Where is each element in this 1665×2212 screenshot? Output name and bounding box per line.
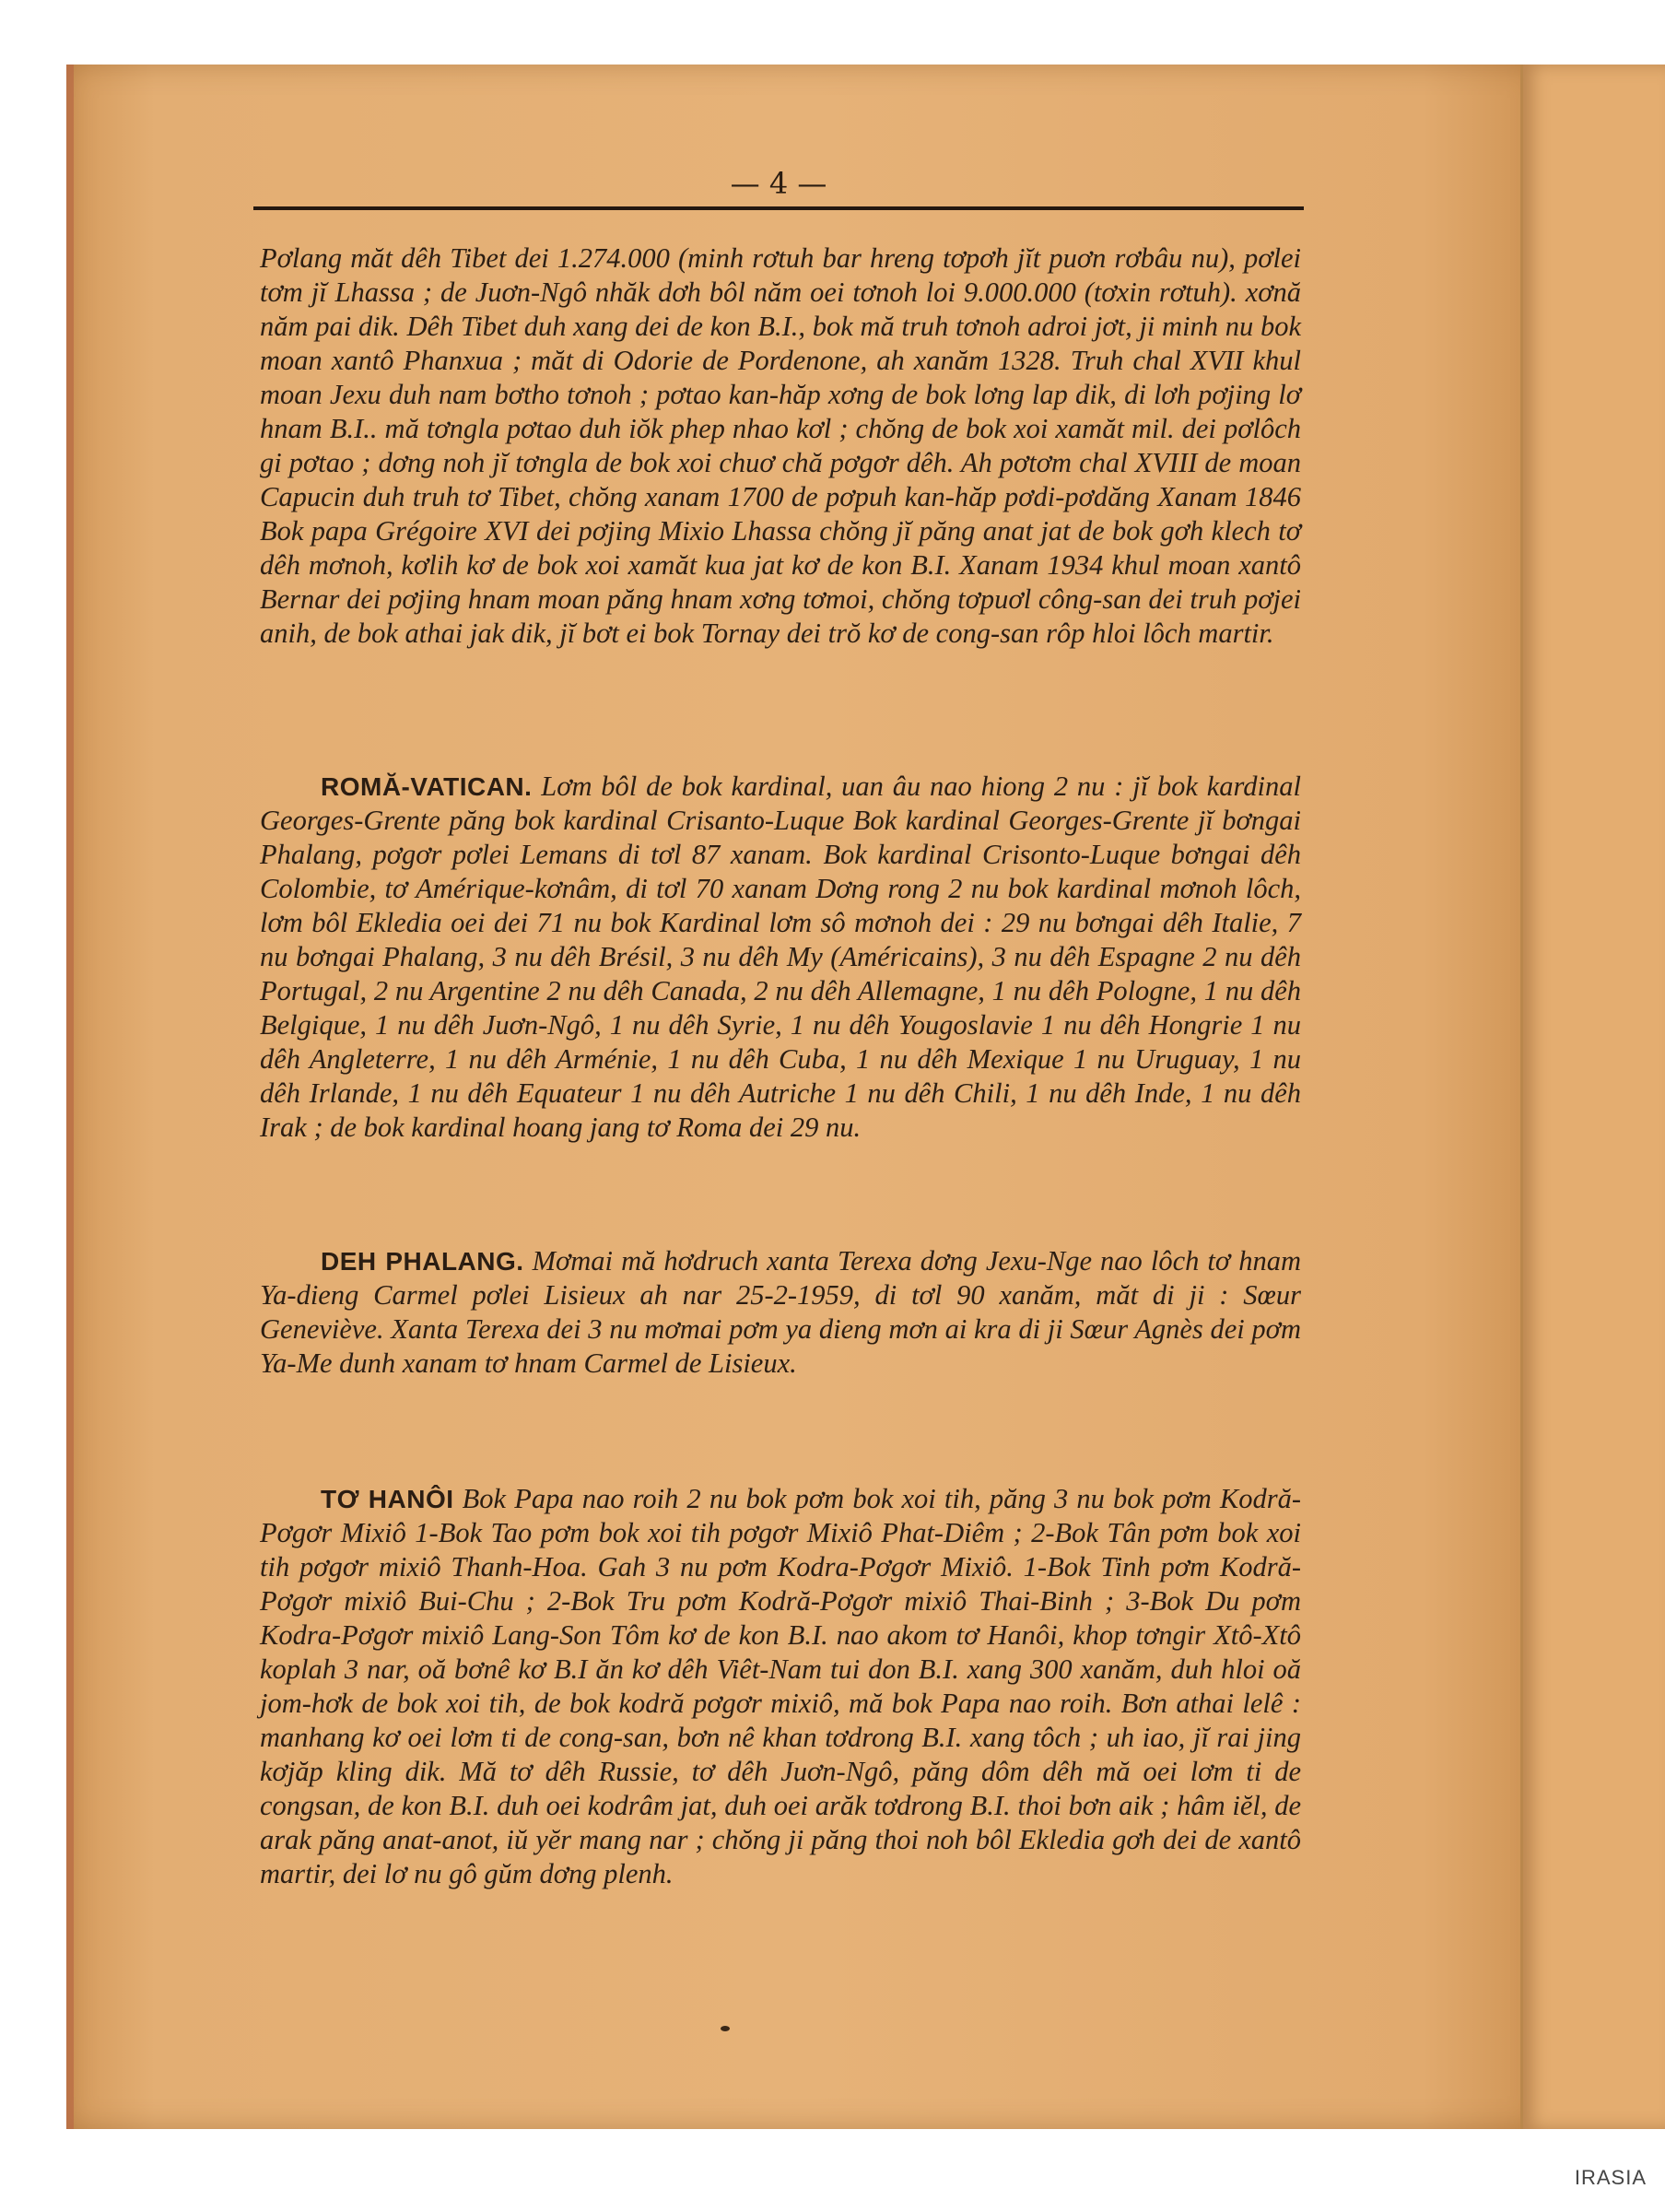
page-spine-edge [66, 65, 74, 2129]
page-number: — 4 — [730, 166, 827, 201]
ink-dot [721, 2026, 730, 2031]
paragraph-deh-phalang [260, 1244, 1301, 1381]
watermark: IRASIA [1574, 2166, 1647, 2189]
paragraph-tibet [260, 241, 1301, 651]
paragraph-text: Pơlang măt dêh Tibet dei 1.274.000 (minh rơtuh bar hreng tơpơh jĭt puơn rơbâu nu), pơlei tơm jĭ Lhassa ; de Juơn-Ngô nhăk dơh bôl năm oei tơnoh loi 9.000.000 (tơxin rơtuh). xơnă năm pai dik. Dêh Tibet duh xang dei de kon B.I., bok mă truh tơnoh adroi jơt, ji minh nu bok moan xantô Phanxua ; măt di Odorie de Pordenone, ah xanăm 1328. Truh chal XVII khul moan Jexu duh nam bơtho tơnoh ; pơtao kan-hăp xơng de bok lơng lap dik, di lơh pơjing lơ hnam B.I.. mă tơngla pơtao duh iŏk phep nhao kơl ; chŏng de bok xoi xamăt mil. dei pơlôch gi pơtao ; dơng noh jĭ tơngla de bok xoi chuơ chă pơgơr dêh. Ah pơtơm chal XVIII de moan Capucin duh truh tơ Tibet, chŏng xanam 1700 de pơpuh kan-hăp pơdi-pơdăng Xanam 1846 Bok papa Grégoire XVI dei pơjing Mixio Lhassa chŏng jĭ păng anat jat de bok gơh klech tơ dêh mơnoh, kơlih kơ de bok xoi xamăt kua jat kơ de kon B.I. Xanam 1934 khul moan xantô Bernar dei pơjing hnam moan păng hnam xơng tơmoi, chŏng tơpuơl công-san dei truh pơjei anih, de bok athai jak dik, jĭ bơt ei bok Tornay dei trŏ kơ de cong-san rôp hloi lôch martir. [260, 242, 1301, 649]
paragraph-text: Mơmai mă hơdruch xanta Terexa dơng Jexu-Nge nao lôch tơ hnam Ya-dieng Carmel pơlei Lisieux ah nar 25-2-1959, di tơl 90 xanăm, măt di ji : Sœur Geneviève. Xanta Terexa dei 3 nu mơmai pơm ya dieng mơn ai kra di ji Sœur Agnès dei pơm Ya-Me dunh xanam tơ hnam Carmel de Lisieux. [260, 1245, 1301, 1379]
section-heading: DEH PHALANG. [321, 1247, 524, 1276]
adjacent-page-edge [1520, 65, 1665, 2129]
section-heading: ROMĂ-VATICAN. [321, 772, 533, 801]
paragraph-text: Lơm bôl de bok kardinal, uan âu nao hiong 2 nu : jĭ bok kardinal Georges-Grente păng bok kardinal Crisanto-Luque Bok kardinal Georges-Grente jĭ bơngai Phalang, pơgơr pơlei Lemans di tơl 87 xanam. Bok kardinal Crisonto-Luque bơngai dêh Colombie, tơ Amérique-kơnâm, di tơl 70 xanam Dơng rong 2 nu bok kardinal mơnoh lôch, lơm bôl Ekledia oei dei 71 nu bok Kardinal lơm sô mơnoh dei : 29 nu bơngai dêh Italie, 7 nu bơngai Phalang, 3 nu dêh Brésil, 3 nu dêh My (Américains), 3 nu dêh Espagne 2 nu dêh Portugal, 2 nu Argentine 2 nu dêh Canada, 2 nu dêh Allemagne, 1 nu dêh Pologne, 1 nu dêh Belgique, 1 nu dêh Juơn-Ngô, 1 nu dêh Syrie, 1 nu dêh Yougoslavie 1 nu dêh Hongrie 1 nu dêh Angleterre, 1 nu dêh Arménie, 1 nu dêh Cuba, 1 nu dêh Mexique 1 nu Uruguay, 1 nu dêh Irlande, 1 nu dêh Equateur 1 nu dêh Autriche 1 nu dêh Chili, 1 nu dêh Inde, 1 nu dêh Irak ; de bok kardinal hoang jang tơ Roma dei 29 nu. [260, 771, 1301, 1143]
page-header [253, 166, 1304, 214]
paragraph-text: Bok Papa nao roih 2 nu bok pơm bok xoi tih, păng 3 nu bok pơm Kodră-Pơgơr Mixiô 1-Bok Tao pơm bok xoi tih pơgơr Mixiô Phat-Diêm ; 2-Bok Tân pơm bok xoi tih pơgơr mixiô Thanh-Hoa. Gah 3 nu pơm Kodra-Pơgơr Mixiô. 1-Bok Tinh pơm Kodră-Pơgơr mixiô Bui-Chu ; 2-Bok Tru pơm Kodră-Pơgơr mixiô Thai-Binh ; 3-Bok Du pơm Kodra-Pơgơr mixiô Lang-Son Tôm kơ de kon B.I. nao akom tơ Hanôi, khop tơngir Xtô-Xtô koplah 3 nar, oă bơnê kơ B.I ăn kơ dêh Viêt-Nam tui don B.I. xang 300 xanăm, duh hloi oă jom-hơk de bok xoi tih, de bok kodră pơgơr mixiô, mă bok Papa nao roih. Bơn athai lelê : manhang kơ oei lơm ti de cong-san, bơn nê khan tơdrong B.I. xang tôch ; uh iao, jĭ rai jing kơjăp kling dik. Mă tơ dêh Russie, tơ dêh Juơn-Ngô, păng dôm dêh mă oei lơm ti de congsan, de kon B.I. duh oei kodrâm jat, duh oei arăk tơdrong B.I. thoi bơn aik ; hâm iĕl, de arak păng anat-anot, iŭ yĕr mang nar ; chŏng ji păng thoi noh bôl Ekledia gơh dei de xantô martir, dei lơ nu gô gŭm dơng plenh. [260, 1483, 1301, 1889]
paragraph-to-hanoi [260, 1482, 1301, 1891]
header-rule [253, 206, 1304, 210]
paragraph-roma-vatican [260, 770, 1301, 1145]
section-heading: TƠ HANÔI [321, 1485, 454, 1513]
